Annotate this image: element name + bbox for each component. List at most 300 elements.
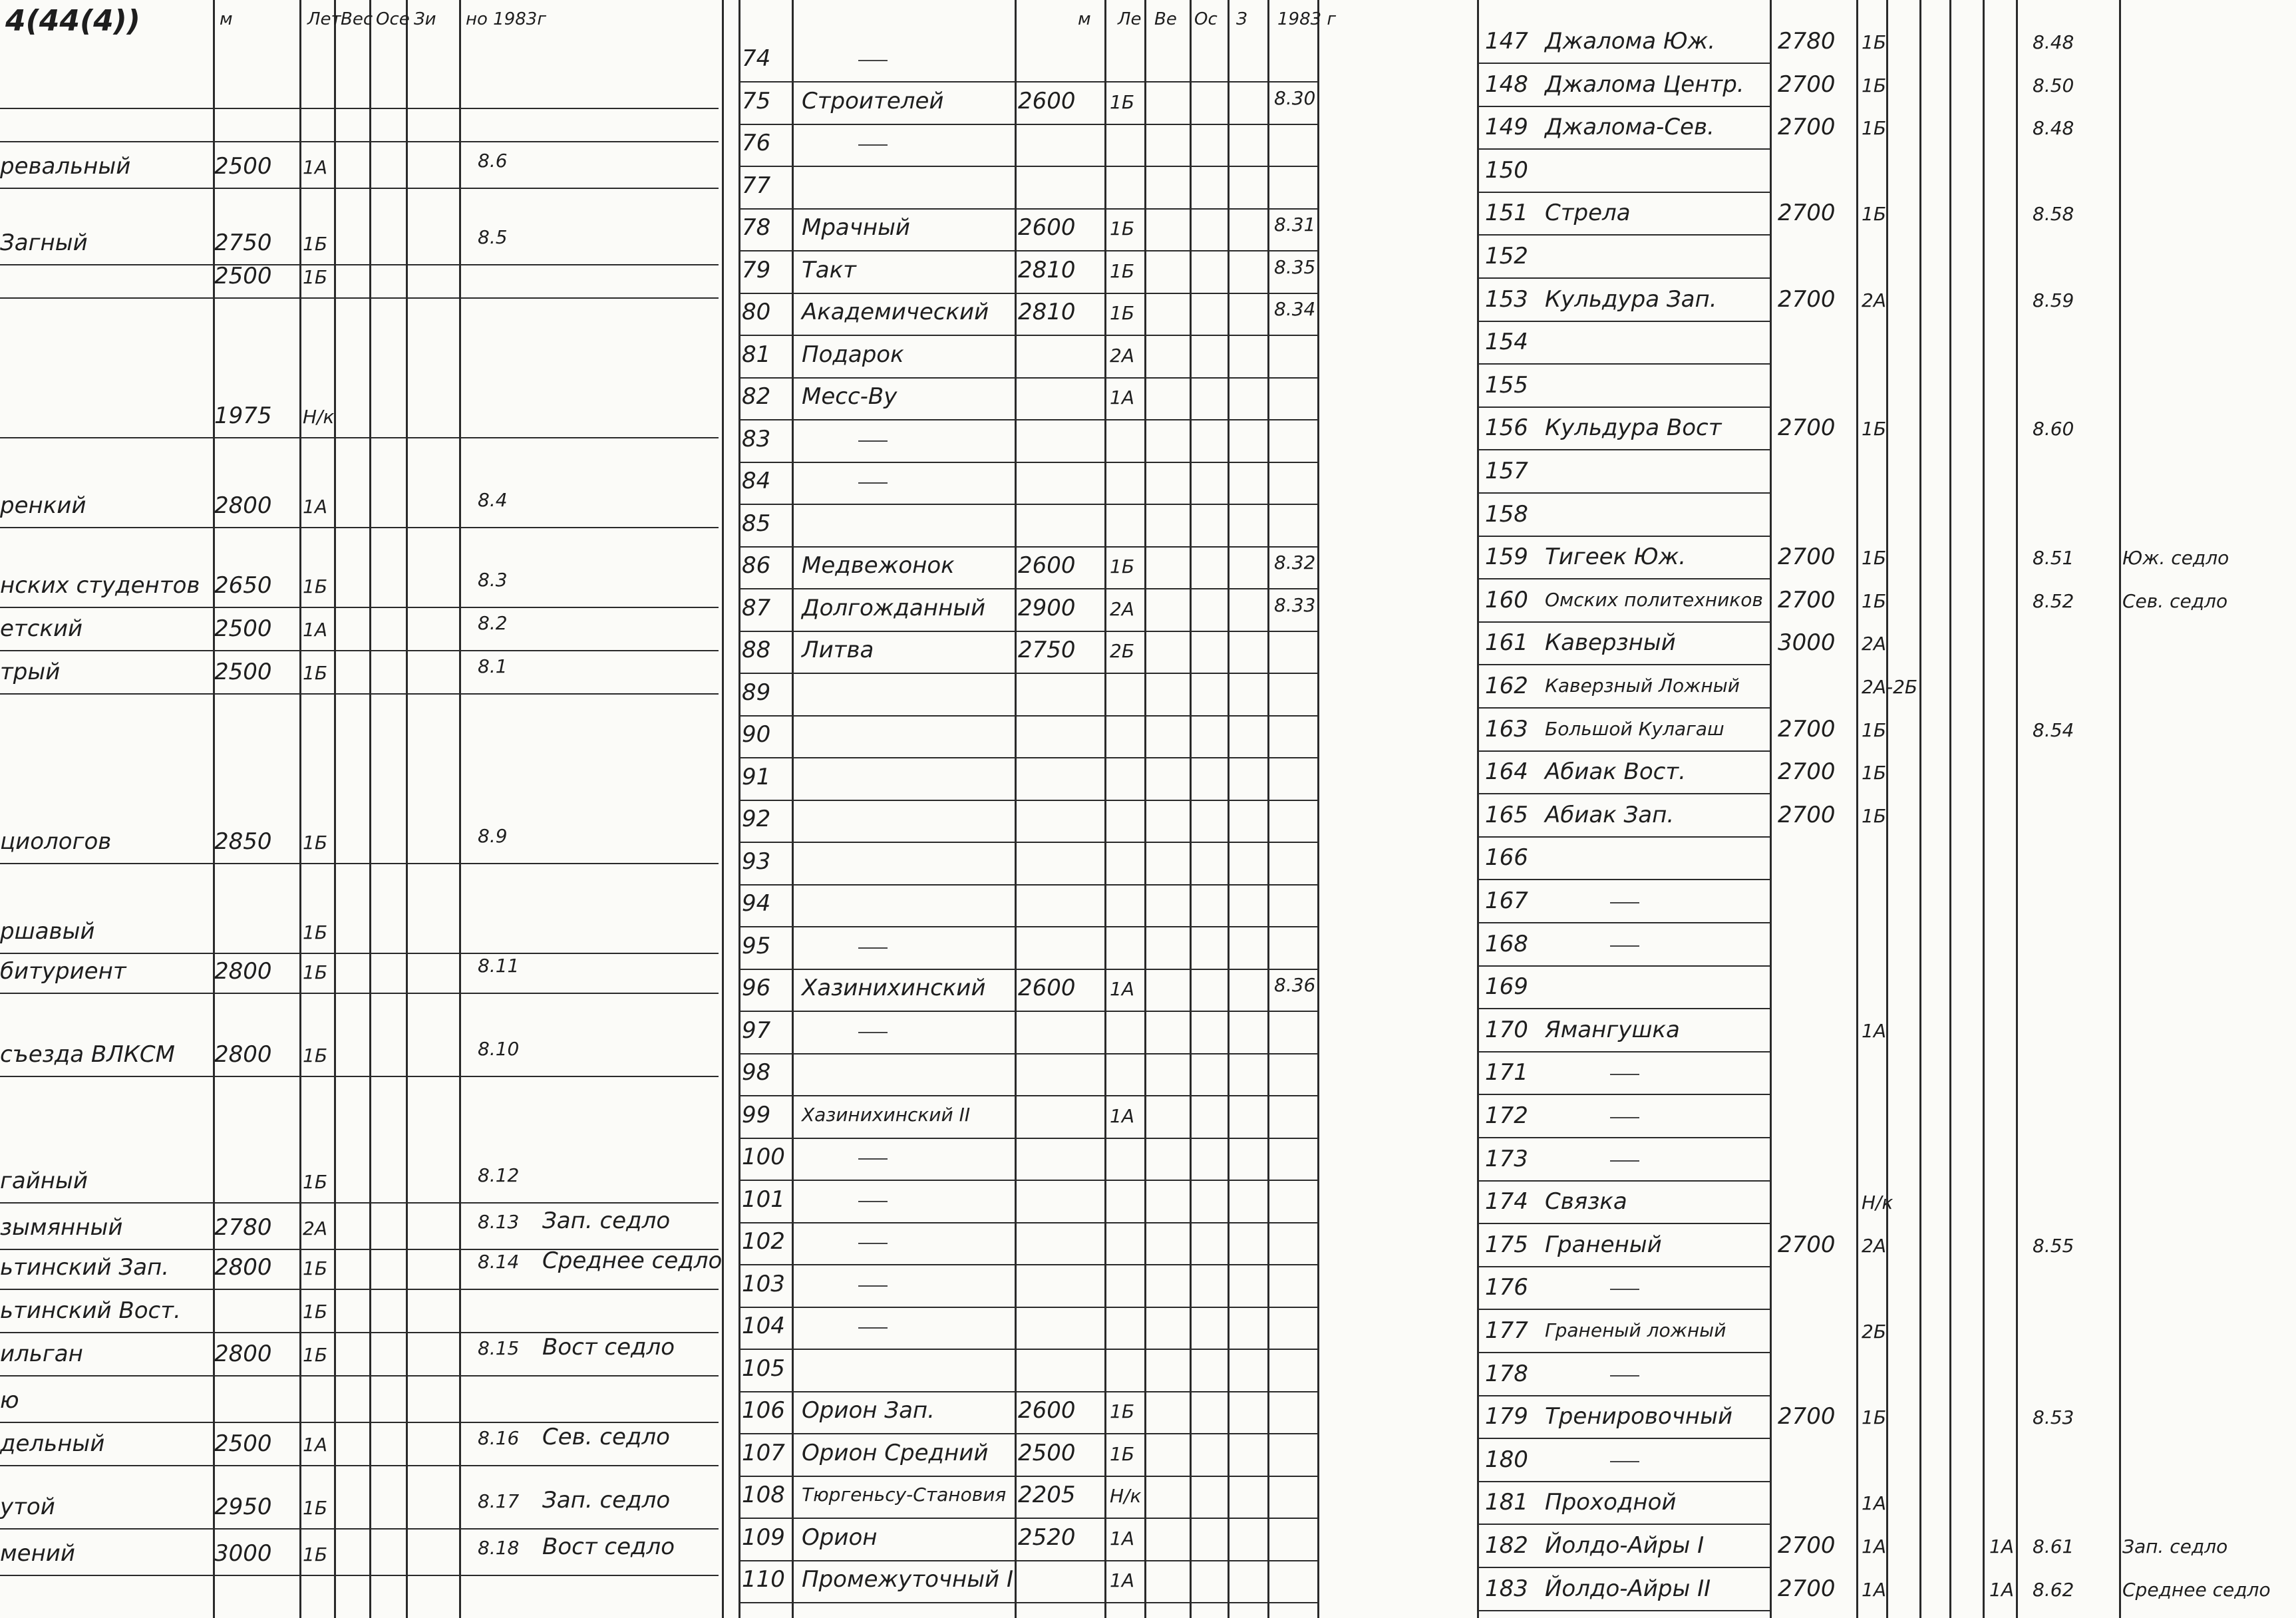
left-row-date: 8.16	[478, 1427, 520, 1449]
right-row-name: Йолдо-Айры II	[1545, 1575, 1711, 1602]
left-row-category: 1Б	[303, 1344, 328, 1366]
right-row-number: 158	[1485, 501, 1528, 528]
mid-row-number: 89	[742, 679, 771, 706]
right-row-category: 1Б	[1862, 1406, 1887, 1428]
mid-row-rule	[738, 335, 1317, 336]
left-row-date: 8.12	[478, 1164, 520, 1186]
right-row-name: Связка	[1545, 1188, 1627, 1215]
mid-row-number: 93	[742, 848, 771, 875]
left-row-date: 8.9	[478, 825, 508, 847]
mid-row-category: 1А	[1110, 978, 1134, 1000]
left-row-name: циологов	[0, 828, 112, 855]
right-row-height: 2700	[1778, 1231, 1836, 1258]
right-row-rule	[1477, 234, 1770, 236]
mid-row-rule	[738, 1053, 1317, 1054]
right-row-date: 8.51	[2033, 547, 2074, 569]
left-row-category: 1А	[303, 1434, 327, 1456]
mid-row-height: 2900	[1018, 595, 1076, 621]
mid-row-rule	[738, 1518, 1317, 1519]
right-row-number: 180	[1485, 1446, 1528, 1473]
header-left-col: Вес	[341, 9, 373, 29]
mid-row-number: 84	[742, 468, 771, 494]
mid-row-date: 8.34	[1274, 298, 1316, 320]
right-row-category: 1Б	[1862, 590, 1887, 612]
right-row-number: 153	[1485, 286, 1528, 313]
right-row-rule	[1477, 965, 1770, 967]
mid-row-rule	[738, 546, 1317, 548]
right-row-date: 8.60	[2033, 418, 2074, 440]
mid-row-category: 1Б	[1110, 556, 1135, 577]
mid-row-number: 79	[742, 257, 771, 283]
mid-row-number: 87	[742, 595, 771, 621]
right-row-rule	[1477, 793, 1770, 794]
header-left-col: Осе	[376, 9, 410, 29]
left-row-category: 1Б	[303, 1171, 328, 1193]
right-row-note: Сев. седло	[2122, 590, 2228, 612]
right-row-extra: 1А	[1989, 1579, 2014, 1601]
left-row-category: 1Б	[303, 1301, 328, 1323]
right-row-height: 3000	[1778, 629, 1836, 656]
right-row-name: Каверзный Ложный	[1545, 675, 1740, 697]
right-row-category: 2Б	[1862, 1321, 1887, 1343]
column-rule	[1267, 0, 1269, 1618]
right-row-category: 2А-2Б	[1862, 676, 1918, 698]
mid-row-rule	[738, 1307, 1317, 1308]
right-row-rule	[1477, 1051, 1770, 1052]
mid-row-rule	[738, 1476, 1317, 1477]
mid-row-height: 2205	[1018, 1482, 1076, 1508]
right-row-number: 157	[1485, 458, 1528, 484]
right-row-name: Тигеек Юж.	[1545, 544, 1687, 570]
left-row-note: Среднее седло	[542, 1247, 723, 1274]
right-row-number: 165	[1485, 802, 1528, 828]
left-row-rule	[0, 527, 719, 528]
right-row-number: 163	[1485, 716, 1528, 742]
mid-row-number: 91	[742, 764, 771, 790]
mid-row-name: Орион	[802, 1524, 878, 1551]
mid-row-rule	[738, 504, 1317, 505]
left-row-height: 2500	[214, 153, 272, 180]
mid-row-name: Орион Зап.	[802, 1397, 935, 1424]
left-row-date: 8.11	[478, 955, 520, 977]
mid-row-name: Строителей	[802, 88, 944, 114]
left-row-rule	[0, 863, 719, 864]
left-row-rule	[0, 1575, 719, 1576]
left-row-date: 8.1	[478, 655, 508, 677]
mid-row-dash	[858, 1032, 888, 1033]
right-row-rule	[1477, 836, 1770, 838]
right-row-rule	[1477, 106, 1770, 107]
sheet-mark: 4(44(4))	[5, 4, 140, 38]
header-mid-col: Ве	[1154, 9, 1177, 29]
mid-row-number: 106	[742, 1397, 785, 1424]
right-row-height: 2700	[1778, 802, 1836, 828]
mid-row-number: 109	[742, 1524, 785, 1551]
right-row-number: 171	[1485, 1059, 1528, 1086]
left-row-date: 8.2	[478, 612, 508, 634]
mid-row-rule	[738, 1222, 1317, 1223]
right-row-name: Абиак Вост.	[1545, 758, 1686, 785]
mid-row-rule	[738, 715, 1317, 717]
mid-row-height: 2600	[1018, 1397, 1076, 1424]
mid-row-date: 8.30	[1274, 87, 1316, 109]
mid-row-number: 104	[742, 1313, 785, 1339]
right-row-number: 183	[1485, 1575, 1528, 1602]
right-row-rule	[1477, 1266, 1770, 1267]
right-row-height: 2700	[1778, 587, 1836, 613]
left-row-height: 2850	[214, 828, 272, 855]
column-rule	[1919, 0, 1921, 1618]
left-row-note: Зап. седло	[542, 1487, 671, 1514]
right-row-number: 168	[1485, 931, 1528, 957]
mid-row-rule	[738, 1180, 1317, 1181]
right-row-rule	[1477, 621, 1770, 623]
left-row-rule	[0, 1375, 719, 1376]
right-row-number: 173	[1485, 1146, 1528, 1172]
left-row-rule	[0, 953, 719, 954]
right-row-number: 161	[1485, 629, 1528, 656]
left-row-date: 8.6	[478, 150, 508, 172]
right-row-number: 167	[1485, 888, 1528, 914]
left-row-name: ьтинский Зап.	[0, 1254, 170, 1281]
right-row-number: 182	[1485, 1532, 1528, 1559]
left-row-date: 8.10	[478, 1038, 520, 1060]
mid-row-number: 105	[742, 1355, 785, 1382]
left-row-rule	[0, 1289, 719, 1290]
left-row-name: ьтинский Вост.	[0, 1297, 181, 1324]
right-row-category: 1Б	[1862, 75, 1887, 96]
right-row-number: 175	[1485, 1231, 1528, 1258]
left-row-rule	[0, 188, 719, 189]
right-row-rule	[1477, 664, 1770, 665]
column-rule	[1477, 0, 1479, 1618]
mid-row-number: 103	[742, 1271, 785, 1297]
left-row-note: Сев. седло	[542, 1424, 670, 1450]
mid-row-dash	[858, 1285, 888, 1287]
left-row-note: Вост седло	[542, 1534, 675, 1560]
right-row-height: 2700	[1778, 114, 1836, 140]
right-row-name: Кульдура Зап.	[1545, 286, 1717, 313]
right-row-dash	[1610, 1074, 1639, 1075]
left-row-rule	[0, 437, 719, 438]
right-row-rule	[1477, 148, 1770, 150]
left-row-rule	[0, 1202, 719, 1204]
right-row-name: Абиак Зап.	[1545, 802, 1675, 828]
right-row-height: 2700	[1778, 1532, 1836, 1559]
right-row-name: Йолдо-Айры I	[1545, 1532, 1705, 1559]
left-row-category: 1Б	[303, 266, 328, 288]
mid-row-dash	[858, 947, 888, 949]
right-row-rule	[1477, 1524, 1770, 1525]
right-row-height: 2700	[1778, 758, 1836, 785]
right-row-number: 154	[1485, 329, 1528, 355]
mid-row-number: 75	[742, 88, 771, 114]
left-row-category: 1А	[303, 496, 327, 518]
mid-row-number: 80	[742, 299, 771, 325]
mid-row-dash	[858, 60, 888, 61]
right-row-category: 1Б	[1862, 418, 1887, 440]
mid-row-dash	[858, 482, 888, 484]
left-row-category: Н/к	[303, 406, 335, 428]
column-rule	[1144, 0, 1146, 1618]
mid-row-number: 74	[742, 45, 771, 72]
mid-row-dash	[858, 440, 888, 442]
right-row-note: Юж. седло	[2122, 547, 2229, 569]
mid-row-category: 1Б	[1110, 260, 1135, 282]
left-row-date: 8.18	[478, 1537, 520, 1559]
right-row-date: 8.48	[2033, 117, 2074, 139]
right-row-rule	[1477, 536, 1770, 537]
mid-row-number: 100	[742, 1144, 785, 1170]
left-row-category: 1Б	[303, 1543, 328, 1565]
left-row-date: 8.5	[478, 226, 508, 248]
header-left-col: м	[220, 9, 233, 29]
mid-row-rule	[738, 208, 1317, 210]
mid-row-height: 2810	[1018, 299, 1076, 325]
mid-row-rule	[738, 377, 1317, 379]
right-row-category: 1Б	[1862, 719, 1887, 741]
right-row-rule	[1477, 1180, 1770, 1182]
right-row-rule	[1477, 1395, 1770, 1396]
column-rule	[1015, 0, 1017, 1618]
right-row-number: 170	[1485, 1017, 1528, 1043]
right-row-height: 2700	[1778, 1403, 1836, 1430]
left-row-rule	[0, 1076, 719, 1077]
mid-row-rule	[738, 462, 1317, 463]
left-row-name: ревальный	[0, 153, 131, 180]
right-row-rule	[1477, 1352, 1770, 1353]
mid-row-name: Мрачный	[802, 214, 911, 241]
right-row-name: Граненый	[1545, 1231, 1662, 1258]
left-row-name: ю	[0, 1387, 19, 1414]
mid-row-name: Медвежонок	[802, 552, 955, 579]
left-row-rule	[0, 1332, 719, 1333]
left-row-name: Загный	[0, 230, 88, 256]
mid-row-rule	[738, 842, 1317, 843]
column-rule	[1886, 0, 1888, 1618]
right-row-name: Стрела	[1545, 200, 1631, 226]
mid-row-number: 97	[742, 1017, 771, 1044]
left-row-name: трый	[0, 659, 61, 685]
column-rule	[738, 0, 740, 1618]
left-row-date: 8.3	[478, 569, 508, 591]
left-row-name: ренкий	[0, 492, 86, 519]
left-row-date: 8.4	[478, 489, 508, 511]
mid-row-name: Подарок	[802, 341, 904, 368]
mid-row-rule	[738, 673, 1317, 674]
mid-row-date: 8.36	[1274, 974, 1316, 996]
mid-row-rule	[738, 884, 1317, 886]
right-row-name: Тренировочный	[1545, 1403, 1733, 1430]
right-row-number: 147	[1485, 28, 1528, 55]
column-rule	[1856, 0, 1858, 1618]
mid-row-number: 90	[742, 721, 771, 748]
right-row-date: 8.58	[2033, 203, 2074, 225]
mid-row-name: Такт	[802, 257, 856, 283]
right-row-number: 156	[1485, 414, 1528, 441]
mid-row-dash	[858, 1243, 888, 1244]
mid-row-number: 81	[742, 341, 771, 368]
mid-row-height: 2810	[1018, 257, 1076, 283]
right-row-number: 172	[1485, 1102, 1528, 1129]
left-row-height: 2800	[214, 1341, 272, 1367]
right-row-rule	[1477, 750, 1770, 752]
right-row-height: 2700	[1778, 716, 1836, 742]
mid-row-rule	[738, 124, 1317, 125]
left-row-rule	[0, 650, 719, 651]
mid-row-category: 1Б	[1110, 91, 1135, 113]
mid-row-rule	[738, 293, 1317, 294]
mid-row-category: 1А	[1110, 387, 1134, 408]
mid-row-number: 102	[742, 1228, 785, 1255]
mid-row-number: 86	[742, 552, 771, 579]
left-row-category: 1А	[303, 619, 327, 641]
mid-row-number: 77	[742, 172, 771, 199]
mid-row-category: 1А	[1110, 1569, 1134, 1591]
right-row-rule	[1477, 363, 1770, 365]
right-row-height: 2700	[1778, 71, 1836, 98]
column-rule	[2119, 0, 2121, 1618]
mid-row-number: 98	[742, 1059, 771, 1086]
mid-row-rule	[738, 166, 1317, 167]
right-row-category: 2А	[1862, 1235, 1886, 1257]
right-row-number: 166	[1485, 844, 1528, 871]
column-rule	[1949, 0, 1951, 1618]
header-mid-col: Ос	[1194, 9, 1218, 29]
column-rule	[1228, 0, 1230, 1618]
mid-row-name: Месс-Ву	[802, 383, 898, 410]
right-row-dash	[1610, 1160, 1639, 1162]
right-row-date: 8.55	[2033, 1235, 2074, 1257]
mid-row-category: 1Б	[1110, 1443, 1135, 1465]
right-row-number: 148	[1485, 71, 1528, 98]
right-row-name: Каверзный	[1545, 629, 1676, 656]
left-row-height: 2800	[214, 958, 272, 985]
mid-row-number: 96	[742, 975, 771, 1001]
mid-row-date: 8.31	[1274, 214, 1316, 236]
column-rule	[722, 0, 724, 1618]
right-row-name: Большой Кулагаш	[1545, 718, 1724, 740]
right-row-height: 2700	[1778, 544, 1836, 570]
right-row-name: Омских политехников	[1545, 589, 1763, 611]
mid-row-rule	[738, 1433, 1317, 1434]
right-row-rule	[1477, 922, 1770, 923]
mid-row-height: 2600	[1018, 88, 1076, 114]
left-row-category: 1А	[303, 156, 327, 178]
mid-row-category: 2А	[1110, 598, 1134, 620]
right-row-rule	[1477, 449, 1770, 450]
mid-row-rule	[738, 1095, 1317, 1096]
right-row-number: 176	[1485, 1274, 1528, 1301]
mid-row-rule	[738, 800, 1317, 801]
left-row-category: 1Б	[303, 832, 328, 854]
header-left-col: Зи	[414, 9, 436, 29]
mid-row-number: 76	[742, 130, 771, 156]
right-row-number: 181	[1485, 1489, 1528, 1516]
right-row-name: Джалома Юж.	[1545, 28, 1715, 55]
right-row-name: Ямангушка	[1545, 1017, 1680, 1043]
mid-row-rule	[738, 1011, 1317, 1012]
mid-row-dash	[858, 1158, 888, 1160]
right-row-height: 2700	[1778, 414, 1836, 441]
left-row-name: дельный	[0, 1430, 105, 1457]
right-row-rule	[1477, 277, 1770, 279]
mid-row-category: 1А	[1110, 1105, 1134, 1127]
mid-row-name: Тюргеньсу-Становия	[802, 1484, 1007, 1506]
left-row-height: 2780	[214, 1214, 272, 1241]
header-mid-col: м	[1078, 9, 1091, 29]
right-row-number: 177	[1485, 1317, 1528, 1344]
mid-row-rule	[738, 81, 1317, 82]
mid-row-dash	[858, 144, 888, 146]
mid-row-rule	[738, 588, 1317, 589]
right-row-height: 2700	[1778, 286, 1836, 313]
right-row-rule	[1477, 1223, 1770, 1224]
mid-row-height: 2600	[1018, 214, 1076, 241]
right-row-category: 2А	[1862, 633, 1886, 655]
left-row-height: 2500	[214, 659, 272, 685]
mid-row-number: 95	[742, 933, 771, 959]
left-row-height: 2650	[214, 572, 272, 599]
mid-row-category: 1Б	[1110, 302, 1135, 324]
left-row-name: зымянный	[0, 1214, 123, 1241]
left-row-height: 2950	[214, 1494, 272, 1520]
right-row-date: 8.50	[2033, 75, 2074, 96]
mid-row-height: 2600	[1018, 552, 1076, 579]
mid-row-number: 92	[742, 806, 771, 832]
right-row-rule	[1477, 1137, 1770, 1138]
left-row-category: 1Б	[303, 1497, 328, 1519]
right-row-height: 2780	[1778, 28, 1836, 55]
right-row-name: Граненый ложный	[1545, 1319, 1726, 1341]
right-row-category: 1А	[1862, 1492, 1886, 1514]
mid-row-name: Академический	[802, 299, 989, 325]
right-row-dash	[1610, 945, 1639, 947]
right-row-category: 1А	[1862, 1536, 1886, 1557]
right-row-number: 160	[1485, 587, 1528, 613]
right-row-number: 150	[1485, 157, 1528, 184]
right-row-category: Н/к	[1862, 1192, 1893, 1214]
right-row-number: 159	[1485, 544, 1528, 570]
right-row-rule	[1477, 578, 1770, 579]
left-row-date: 8.15	[478, 1337, 520, 1359]
left-row-note: Зап. седло	[542, 1208, 671, 1234]
left-row-rule	[0, 1465, 719, 1466]
right-row-number: 174	[1485, 1188, 1528, 1215]
mid-row-rule	[738, 757, 1317, 758]
mid-row-name: Долгожданный	[802, 595, 986, 621]
mid-row-name: Хазиниxинский II	[802, 1104, 971, 1126]
right-row-name: Проходной	[1545, 1489, 1677, 1516]
right-row-number: 155	[1485, 372, 1528, 399]
left-row-name: гайный	[0, 1168, 88, 1194]
mid-row-category: 1А	[1110, 1528, 1134, 1549]
right-row-number: 169	[1485, 973, 1528, 1000]
right-row-rule	[1477, 1008, 1770, 1009]
right-row-rule	[1477, 63, 1770, 64]
left-row-height: 2800	[214, 492, 272, 519]
column-rule	[2016, 0, 2018, 1618]
mid-row-name: Хазиниxинский	[802, 975, 986, 1001]
right-row-name: Джалома-Сев.	[1545, 114, 1715, 140]
left-row-rule	[0, 297, 719, 299]
right-row-rule	[1477, 707, 1770, 709]
left-row-category: 1Б	[303, 921, 328, 943]
right-row-date: 8.52	[2033, 590, 2074, 612]
left-row-name: утой	[0, 1494, 55, 1520]
left-row-height: 2500	[214, 263, 272, 289]
left-row-rule	[0, 993, 719, 994]
